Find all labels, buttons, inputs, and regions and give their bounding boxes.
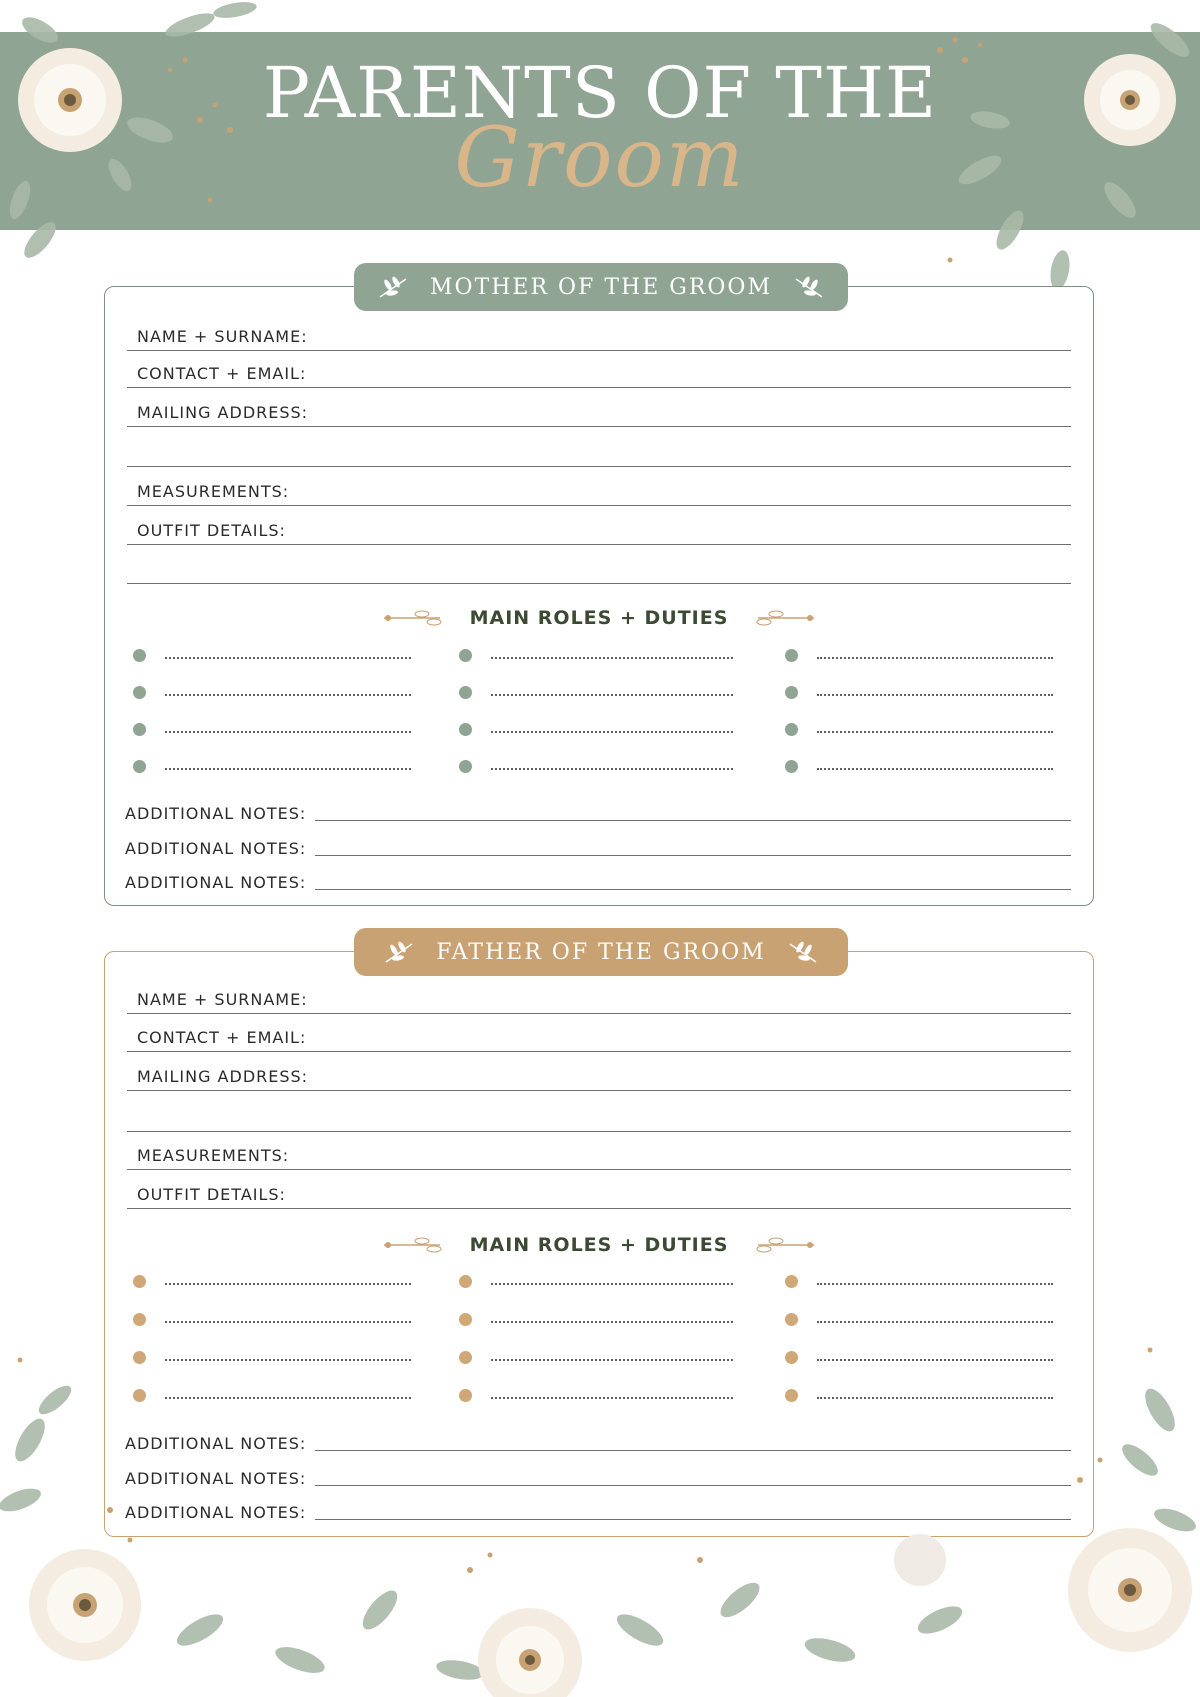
laurel-left-icon <box>382 938 418 966</box>
page-title: PARENTS OF THE <box>262 52 938 134</box>
duty-bullet <box>459 1275 472 1288</box>
duty-line[interactable] <box>165 768 411 770</box>
father-address-line-2[interactable] <box>127 1098 1071 1132</box>
mother-note-1[interactable]: ADDITIONAL NOTES: <box>125 797 1071 827</box>
mother-outfit-field[interactable]: OUTFIT DETAILS: <box>127 511 1071 545</box>
duty-bullet <box>133 649 146 662</box>
duty-bullet <box>459 760 472 773</box>
father-heading: FATHER OF THE GROOM <box>436 939 766 965</box>
floral-border-bottom <box>0 1330 1200 1697</box>
mother-note-2[interactable]: ADDITIONAL NOTES: <box>125 832 1071 862</box>
duty-bullet <box>785 686 798 699</box>
mother-name-field[interactable]: NAME + SURNAME: <box>127 317 1071 351</box>
duty-line[interactable] <box>491 694 733 696</box>
father-roles-heading: MAIN ROLES + DUTIES <box>105 1234 1093 1256</box>
duty-line[interactable] <box>491 768 733 770</box>
duty-line[interactable] <box>491 1321 733 1323</box>
duty-bullet <box>459 1313 472 1326</box>
mother-card <box>104 286 1094 906</box>
sprig-right-icon <box>746 608 816 628</box>
mother-measurements-field[interactable]: MEASUREMENTS: <box>127 472 1071 506</box>
duty-line[interactable] <box>165 1283 411 1285</box>
duty-bullet <box>133 723 146 736</box>
duty-line[interactable] <box>491 657 733 659</box>
duty-line[interactable] <box>165 657 411 659</box>
duty-bullet <box>785 1313 798 1326</box>
mother-address-line-2[interactable] <box>127 433 1071 467</box>
duty-line[interactable] <box>491 1283 733 1285</box>
duty-bullet <box>459 723 472 736</box>
duty-bullet <box>785 649 798 662</box>
duty-line[interactable] <box>817 1283 1053 1285</box>
duty-line[interactable] <box>817 768 1053 770</box>
sprig-left-icon <box>382 1235 452 1255</box>
mother-contact-field[interactable]: CONTACT + EMAIL: <box>127 354 1071 388</box>
duty-line[interactable] <box>165 1321 411 1323</box>
laurel-right-icon <box>790 273 826 301</box>
mother-roles-heading: MAIN ROLES + DUTIES <box>105 607 1093 629</box>
mother-note-3[interactable]: ADDITIONAL NOTES: <box>125 866 1071 896</box>
duty-bullet <box>133 1275 146 1288</box>
father-note-2[interactable]: ADDITIONAL NOTES: <box>125 1462 1071 1492</box>
sprig-left-icon <box>382 608 452 628</box>
father-measurements-field[interactable]: MEASUREMENTS: <box>127 1136 1071 1170</box>
duty-line[interactable] <box>165 731 411 733</box>
duty-line[interactable] <box>165 694 411 696</box>
father-note-1[interactable]: ADDITIONAL NOTES: <box>125 1427 1071 1457</box>
duty-bullet <box>459 649 472 662</box>
father-heading-pill <box>354 928 848 976</box>
duty-bullet <box>785 723 798 736</box>
duty-line[interactable] <box>817 731 1053 733</box>
father-contact-field[interactable]: CONTACT + EMAIL: <box>127 1018 1071 1052</box>
duty-line[interactable] <box>491 731 733 733</box>
sprig-right-icon <box>746 1235 816 1255</box>
mother-address-field[interactable]: MAILING ADDRESS: <box>127 393 1071 427</box>
duty-bullet <box>785 760 798 773</box>
father-outfit-field[interactable]: OUTFIT DETAILS: <box>127 1175 1071 1209</box>
duty-bullet <box>459 686 472 699</box>
laurel-left-icon <box>376 273 412 301</box>
page-title-script: Groom <box>454 111 746 206</box>
father-address-field[interactable]: MAILING ADDRESS: <box>127 1057 1071 1091</box>
duty-line[interactable] <box>817 1321 1053 1323</box>
mother-outfit-line-2[interactable] <box>127 550 1071 584</box>
mother-heading-pill <box>354 263 848 311</box>
father-note-3[interactable]: ADDITIONAL NOTES: <box>125 1496 1071 1526</box>
laurel-right-icon <box>784 938 820 966</box>
mother-heading: MOTHER OF THE GROOM <box>430 274 772 300</box>
duty-bullet <box>133 1313 146 1326</box>
duty-bullet <box>133 686 146 699</box>
duty-line[interactable] <box>817 657 1053 659</box>
duty-bullet <box>785 1275 798 1288</box>
father-name-field[interactable]: NAME + SURNAME: <box>127 980 1071 1014</box>
duty-bullet <box>133 760 146 773</box>
duty-line[interactable] <box>817 694 1053 696</box>
